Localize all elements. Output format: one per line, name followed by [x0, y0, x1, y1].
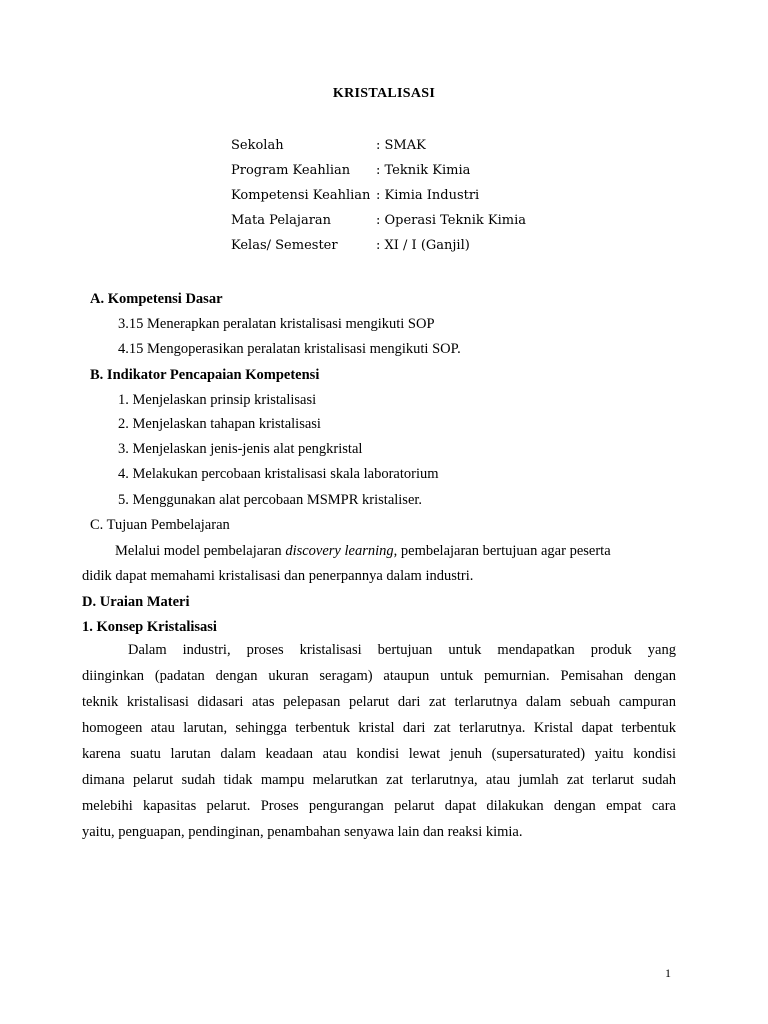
meta-label-kelas: Kelas/ Semester [231, 238, 338, 253]
section-c-emphasis: discovery learning [285, 543, 394, 559]
section-d-paragraph [82, 637, 676, 845]
meta-value-program: : Teknik Kimia [376, 163, 471, 178]
meta-label-program: Program Keahlian [231, 163, 351, 178]
paragraph-line: karena suatu larutan dalam keadaan atau kondisi lewat jenuh (supersaturated) yaitu kondisi [82, 746, 676, 762]
document-title: KRISTALISASI [332, 86, 436, 101]
section-a-item: 4.15 Mengoperasikan peralatan kristalisasi mengikuti SOP. [118, 341, 461, 357]
section-b-item: 1. Menjelaskan prinsip kristalisasi [118, 392, 317, 408]
section-c-heading: C. Tujuan Pembelajaran [90, 517, 230, 533]
paragraph-line: Dalam industri, proses kristalisasi bertujuan untuk mendapatkan produk yang [128, 642, 676, 658]
section-a-item: 3.15 Menerapkan peralatan kristalisasi mengikuti SOP [118, 316, 435, 332]
meta-value-sekolah: : SMAK [376, 138, 426, 153]
meta-value-kompetensi: : Kimia Industri [376, 188, 480, 203]
section-b-item: 3. Menjelaskan jenis-jenis alat pengkristal [118, 441, 363, 457]
paragraph-line: dimana pelarut sudah tidak mampu melarutkan zat terlarutnya, atau jumlah zat terlarut sudah [82, 772, 676, 788]
paragraph-line: yaitu, penguapan, pendinginan, penambahan senyawa lain dan reaksi kimia. [82, 824, 523, 840]
section-c-paragraph-line: didik dapat memahami kristalisasi dan penerpannya dalam industri. [82, 568, 474, 584]
section-c-text: , pembelajaran bertujuan agar peserta [393, 543, 611, 559]
meta-value-kelas: : XI / I (Ganjil) [376, 238, 470, 253]
section-b-item: 4. Melakukan percobaan kristalisasi skala laboratorium [118, 466, 439, 482]
meta-label-kompetensi: Kompetensi Keahlian [231, 188, 371, 203]
section-d-subheading: 1. Konsep Kristalisasi [82, 619, 217, 635]
section-b-heading: B. Indikator Pencapaian Kompetensi [90, 367, 320, 383]
meta-label-sekolah: Sekolah [231, 138, 284, 153]
section-d-heading: D. Uraian Materi [82, 594, 190, 610]
section-b-item: 2. Menjelaskan tahapan kristalisasi [118, 416, 321, 432]
meta-label-mapel: Mata Pelajaran [231, 213, 332, 228]
paragraph-line: diinginkan (padatan dengan ukuran seragam) ataupun untuk pemurnian. Pemisahan dengan [82, 668, 676, 684]
page-number: 1 [665, 966, 671, 980]
paragraph-line: melebihi kapasitas pelarut. Proses pengurangan pelarut dapat dilakukan dengan empat cara [82, 798, 676, 814]
section-b-item: 5. Menggunakan alat percobaan MSMPR kristaliser. [118, 492, 423, 508]
paragraph-line: homogeen atau larutan, sehingga terbentuk kristal dari zat terlarutnya. Kristal dapat terbentuk [82, 720, 676, 736]
meta-value-mapel: : Operasi Teknik Kimia [376, 213, 526, 228]
section-c-paragraph-line [115, 541, 611, 561]
section-c-text: Melalui model pembelajaran [115, 543, 286, 559]
paragraph-line: teknik kristalisasi didasari atas pelepasan pelarut dari zat terlarutnya dalam sebuah campuran [82, 694, 676, 710]
section-a-heading: A. Kompetensi Dasar [90, 291, 223, 307]
